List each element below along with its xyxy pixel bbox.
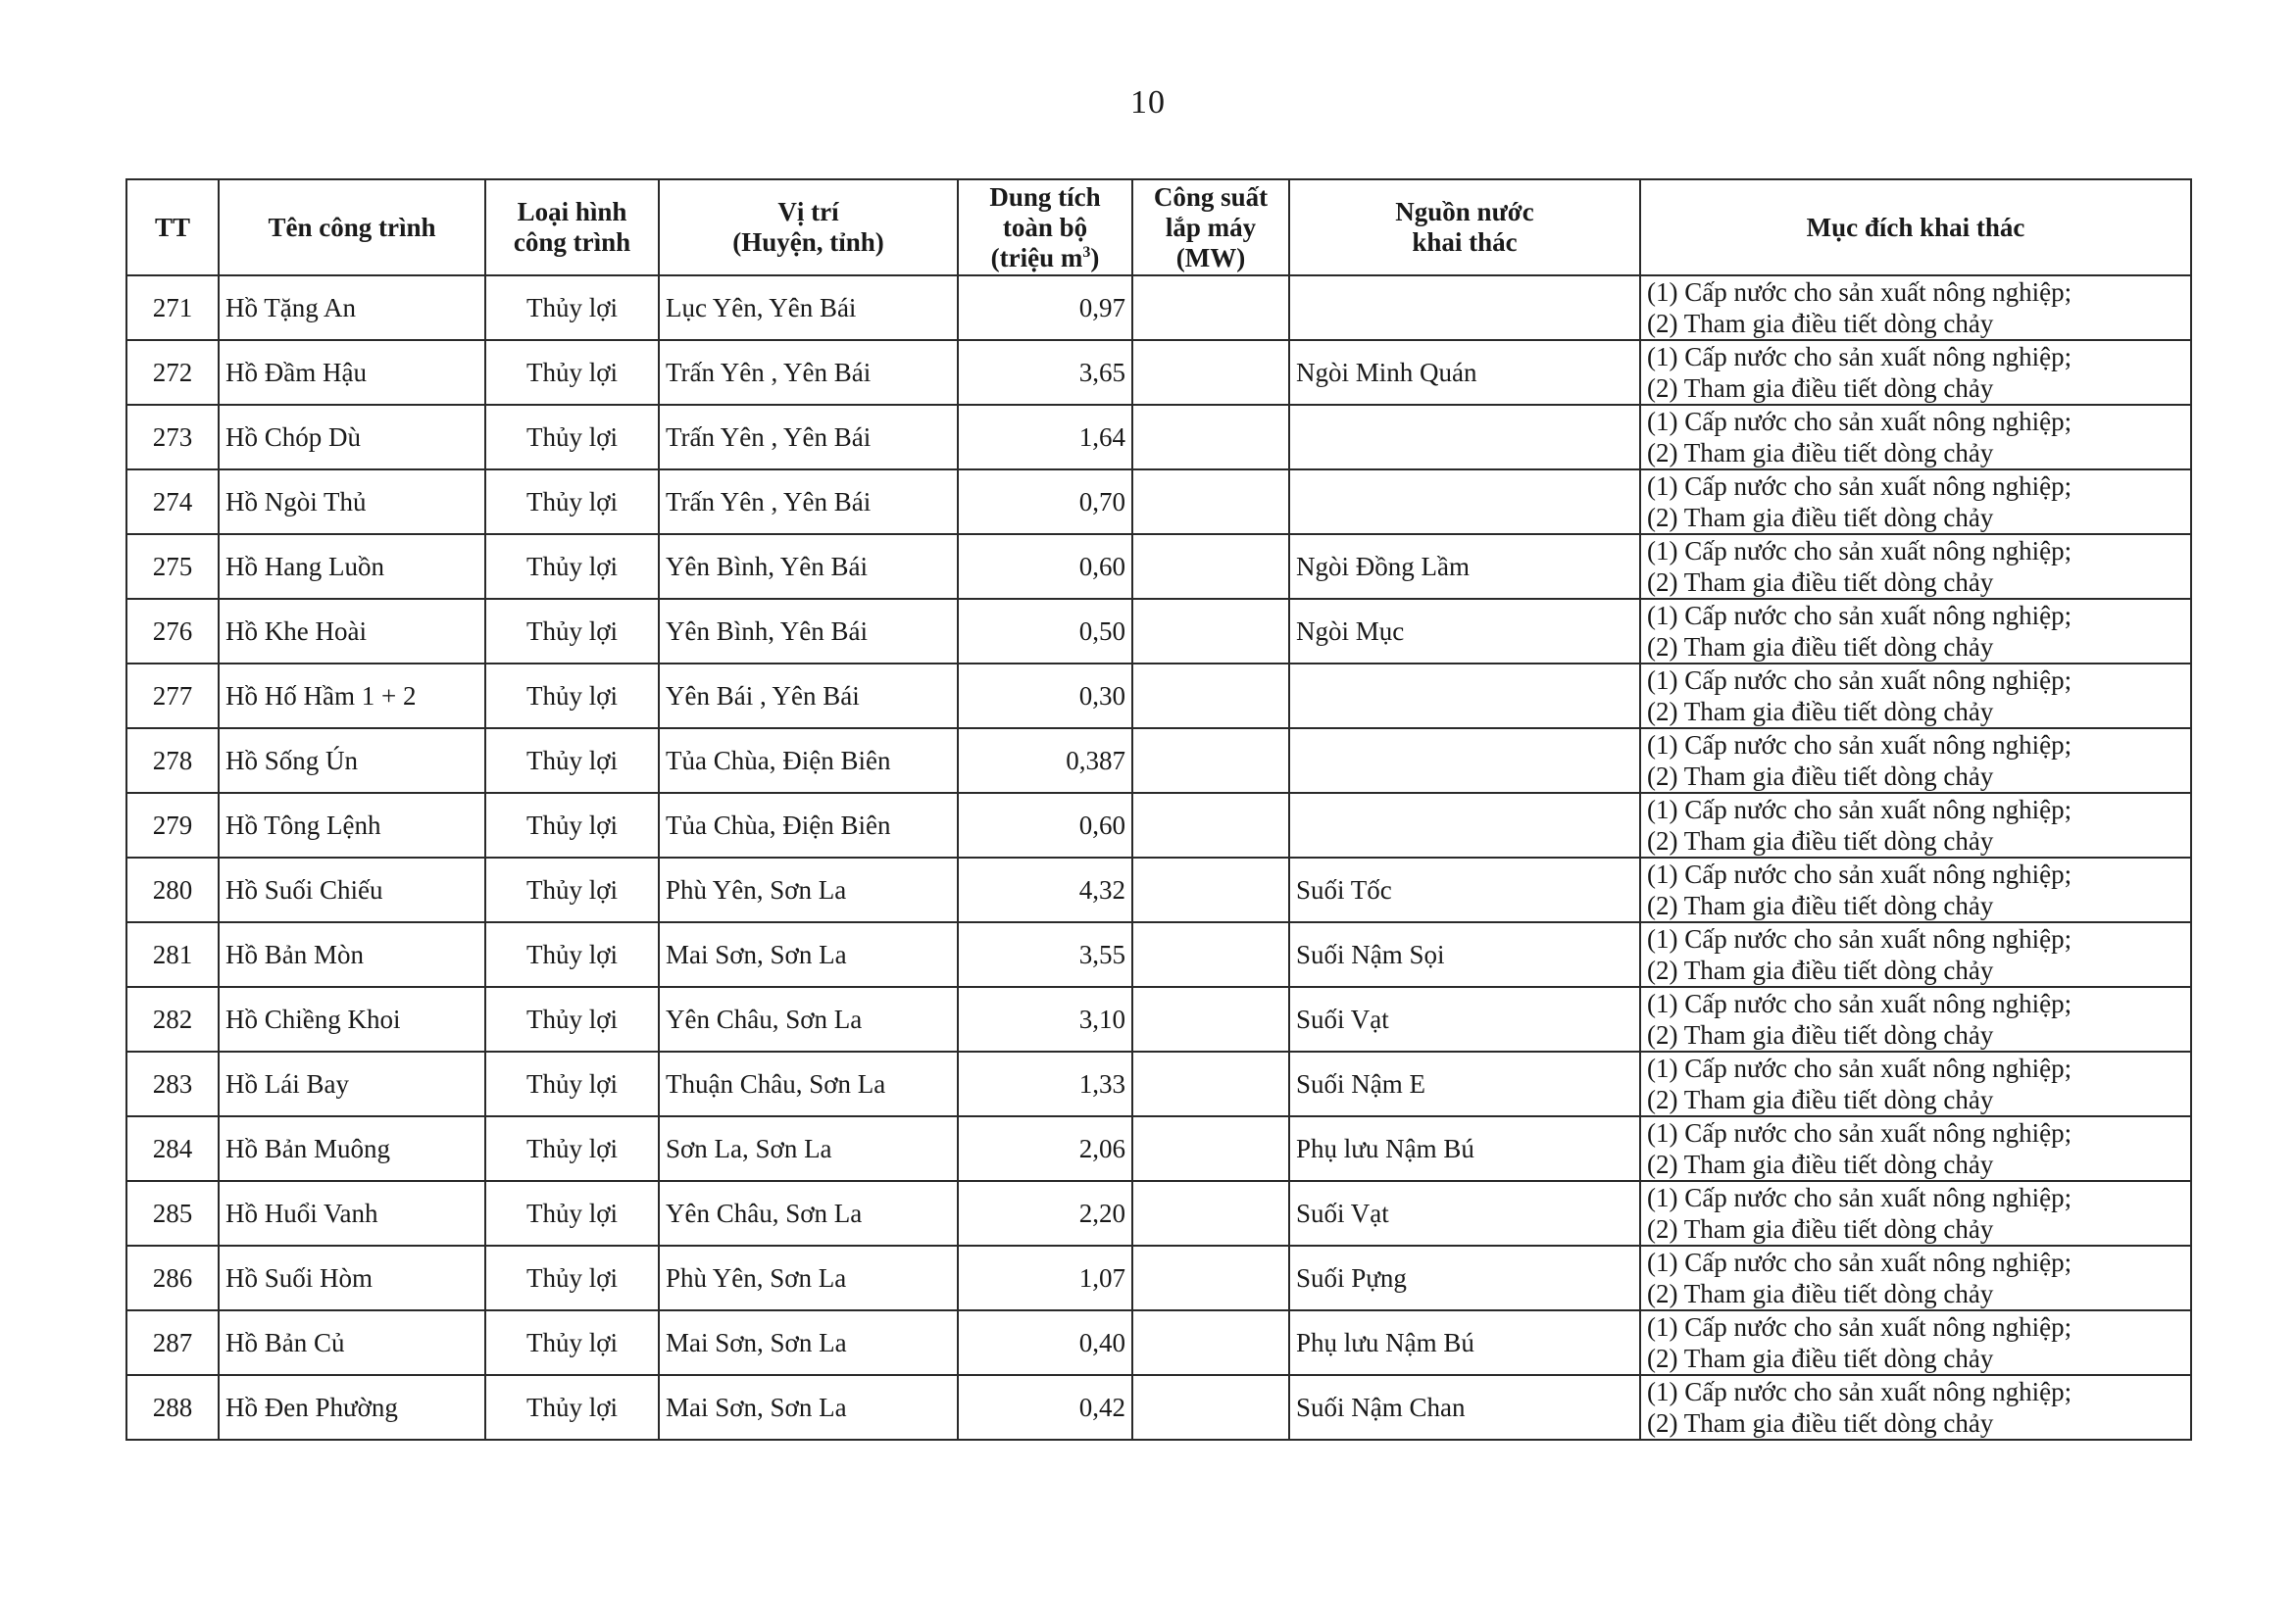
cell-total-capacity: 0,60	[958, 534, 1132, 599]
cell-work-name: Hồ Tông Lệnh	[219, 793, 485, 858]
cell-location: Phù Yên, Sơn La	[659, 1246, 958, 1310]
cell-total-capacity: 4,32	[958, 858, 1132, 922]
table-row	[126, 1116, 2191, 1181]
cell-installed-power	[1132, 858, 1289, 922]
header-name: Tên công trình	[219, 179, 485, 275]
purpose-line: (1) Cấp nước cho sản xuất nông nghiệp;	[1647, 989, 2072, 1018]
cell-row-number: 286	[126, 1246, 219, 1310]
cell-work-type: Thủy lợi	[485, 1052, 659, 1116]
cell-location: Mai Sơn, Sơn La	[659, 922, 958, 987]
cell-installed-power	[1132, 599, 1289, 664]
cell-row-number: 287	[126, 1310, 219, 1375]
cell-work-type: Thủy lợi	[485, 1246, 659, 1310]
cell-row-number: 273	[126, 405, 219, 469]
purpose-line: (1) Cấp nước cho sản xuất nông nghiệp;	[1647, 342, 2072, 371]
cell-installed-power	[1132, 1116, 1289, 1181]
table-row	[126, 1246, 2191, 1310]
purpose-line: (1) Cấp nước cho sản xuất nông nghiệp;	[1647, 1054, 2072, 1083]
cell-work-type: Thủy lợi	[485, 793, 659, 858]
purpose-line: (1) Cấp nước cho sản xuất nông nghiệp;	[1647, 471, 2072, 501]
cell-purpose	[1640, 1310, 2191, 1375]
purpose-line: (2) Tham gia điều tiết dòng chảy	[1647, 1279, 1994, 1308]
purpose-line: (1) Cấp nước cho sản xuất nông nghiệp;	[1647, 601, 2072, 630]
cell-purpose	[1640, 599, 2191, 664]
cell-installed-power	[1132, 1246, 1289, 1310]
cell-purpose	[1640, 1246, 2191, 1310]
cell-location: Lục Yên, Yên Bái	[659, 275, 958, 340]
cell-row-number: 279	[126, 793, 219, 858]
purpose-line: (2) Tham gia điều tiết dòng chảy	[1647, 697, 1994, 726]
table-row	[126, 793, 2191, 858]
purpose-line: (1) Cấp nước cho sản xuất nông nghiệp;	[1647, 1183, 2072, 1212]
cell-row-number: 280	[126, 858, 219, 922]
header-tt: TT	[126, 179, 219, 275]
cell-work-name: Hồ Ngòi Thủ	[219, 469, 485, 534]
table-body	[126, 275, 2191, 1440]
cell-purpose	[1640, 1052, 2191, 1116]
cell-total-capacity: 0,40	[958, 1310, 1132, 1375]
cell-installed-power	[1132, 1181, 1289, 1246]
cell-installed-power	[1132, 340, 1289, 405]
header-power: Công suất lắp máy (MW)	[1132, 179, 1289, 275]
cell-purpose	[1640, 1375, 2191, 1440]
cell-row-number: 277	[126, 664, 219, 728]
cell-water-source	[1289, 728, 1640, 793]
cell-total-capacity: 2,06	[958, 1116, 1132, 1181]
cell-water-source: Phụ lưu Nậm Bú	[1289, 1310, 1640, 1375]
cell-work-type: Thủy lợi	[485, 728, 659, 793]
cell-work-type: Thủy lợi	[485, 1116, 659, 1181]
cell-location: Yên Bình, Yên Bái	[659, 599, 958, 664]
cell-location: Thuận Châu, Sơn La	[659, 1052, 958, 1116]
purpose-line: (2) Tham gia điều tiết dòng chảy	[1647, 438, 1994, 467]
cell-location: Trấn Yên , Yên Bái	[659, 405, 958, 469]
table-row	[126, 1052, 2191, 1116]
cell-location: Mai Sơn, Sơn La	[659, 1375, 958, 1440]
cell-location: Sơn La, Sơn La	[659, 1116, 958, 1181]
header-location: Vị trí (Huyện, tỉnh)	[659, 179, 958, 275]
purpose-line: (2) Tham gia điều tiết dòng chảy	[1647, 1408, 1994, 1438]
cell-purpose	[1640, 275, 2191, 340]
table-row	[126, 987, 2191, 1052]
cell-work-name: Hồ Hố Hầm 1 + 2	[219, 664, 485, 728]
cell-water-source: Suối Vạt	[1289, 987, 1640, 1052]
header-capacity: Dung tích toàn bộ (triệu $m^3$)	[958, 179, 1132, 275]
cell-work-type: Thủy lợi	[485, 987, 659, 1052]
cell-water-source: Phụ lưu Nậm Bú	[1289, 1116, 1640, 1181]
table-row	[126, 1310, 2191, 1375]
cell-water-source: Suối Nậm Chan	[1289, 1375, 1640, 1440]
cell-work-name: Hồ Sống Ún	[219, 728, 485, 793]
cell-water-source	[1289, 275, 1640, 340]
cell-purpose	[1640, 728, 2191, 793]
cell-total-capacity: 0,70	[958, 469, 1132, 534]
cell-work-type: Thủy lợi	[485, 534, 659, 599]
cell-work-name: Hồ Bản Mòn	[219, 922, 485, 987]
cell-work-type: Thủy lợi	[485, 1181, 659, 1246]
cell-row-number: 271	[126, 275, 219, 340]
cell-row-number: 285	[126, 1181, 219, 1246]
cell-location: Yên Châu, Sơn La	[659, 1181, 958, 1246]
cell-location: Phù Yên, Sơn La	[659, 858, 958, 922]
purpose-line: (1) Cấp nước cho sản xuất nông nghiệp;	[1647, 1312, 2072, 1342]
cell-total-capacity: 1,07	[958, 1246, 1132, 1310]
cell-water-source: Ngòi Mục	[1289, 599, 1640, 664]
cell-work-type: Thủy lợi	[485, 340, 659, 405]
cell-installed-power	[1132, 922, 1289, 987]
cell-water-source: Suối Tốc	[1289, 858, 1640, 922]
table-row	[126, 728, 2191, 793]
cell-total-capacity: 0,50	[958, 599, 1132, 664]
purpose-line: (1) Cấp nước cho sản xuất nông nghiệp;	[1647, 407, 2072, 436]
cell-work-type: Thủy lợi	[485, 664, 659, 728]
cell-installed-power	[1132, 469, 1289, 534]
table-row	[126, 469, 2191, 534]
cell-total-capacity: 3,55	[958, 922, 1132, 987]
cell-purpose	[1640, 987, 2191, 1052]
cell-work-type: Thủy lợi	[485, 405, 659, 469]
purpose-line: (2) Tham gia điều tiết dòng chảy	[1647, 309, 1994, 338]
header-source: Nguồn nước khai thác	[1289, 179, 1640, 275]
table-row	[126, 340, 2191, 405]
reservoir-table	[125, 178, 2192, 1441]
cell-total-capacity: 0,42	[958, 1375, 1132, 1440]
header-type: Loại hình công trình	[485, 179, 659, 275]
table-row	[126, 922, 2191, 987]
cell-water-source: Suối Vạt	[1289, 1181, 1640, 1246]
cell-purpose	[1640, 793, 2191, 858]
cell-total-capacity: 1,33	[958, 1052, 1132, 1116]
cell-total-capacity: 1,64	[958, 405, 1132, 469]
table-header-row	[126, 179, 2191, 275]
purpose-line: (2) Tham gia điều tiết dòng chảy	[1647, 1344, 1994, 1373]
cell-row-number: 283	[126, 1052, 219, 1116]
cell-row-number: 276	[126, 599, 219, 664]
cell-work-type: Thủy lợi	[485, 599, 659, 664]
header-purpose: Mục đích khai thác	[1640, 179, 2191, 275]
table-row	[126, 275, 2191, 340]
cell-row-number: 282	[126, 987, 219, 1052]
cell-total-capacity: 2,20	[958, 1181, 1132, 1246]
cell-installed-power	[1132, 275, 1289, 340]
purpose-line: (1) Cấp nước cho sản xuất nông nghiệp;	[1647, 860, 2072, 889]
cell-row-number: 274	[126, 469, 219, 534]
cell-work-type: Thủy lợi	[485, 1310, 659, 1375]
cell-location: Trấn Yên , Yên Bái	[659, 340, 958, 405]
cell-work-type: Thủy lợi	[485, 922, 659, 987]
cell-row-number: 278	[126, 728, 219, 793]
cell-installed-power	[1132, 1310, 1289, 1375]
cell-purpose	[1640, 664, 2191, 728]
cell-total-capacity: 0,97	[958, 275, 1132, 340]
cell-purpose	[1640, 340, 2191, 405]
cell-work-name: Hồ Bản Muông	[219, 1116, 485, 1181]
cell-water-source	[1289, 405, 1640, 469]
cell-row-number: 272	[126, 340, 219, 405]
cell-location: Yên Bái , Yên Bái	[659, 664, 958, 728]
cell-total-capacity: 3,65	[958, 340, 1132, 405]
purpose-line: (2) Tham gia điều tiết dòng chảy	[1647, 373, 1994, 403]
cell-location: Yên Bình, Yên Bái	[659, 534, 958, 599]
purpose-line: (1) Cấp nước cho sản xuất nông nghiệp;	[1647, 1118, 2072, 1148]
cell-water-source	[1289, 469, 1640, 534]
cell-work-name: Hồ Lái Bay	[219, 1052, 485, 1116]
cell-water-source: Suối Pựng	[1289, 1246, 1640, 1310]
cell-total-capacity: 3,10	[958, 987, 1132, 1052]
cell-location: Yên Châu, Sơn La	[659, 987, 958, 1052]
cell-installed-power	[1132, 534, 1289, 599]
cell-water-source	[1289, 664, 1640, 728]
cell-purpose	[1640, 405, 2191, 469]
cell-work-name: Hồ Khe Hoài	[219, 599, 485, 664]
cell-work-type: Thủy lợi	[485, 469, 659, 534]
cell-work-type: Thủy lợi	[485, 858, 659, 922]
cell-location: Tủa Chùa, Điện Biên	[659, 728, 958, 793]
purpose-line: (2) Tham gia điều tiết dòng chảy	[1647, 1214, 1994, 1244]
purpose-line: (2) Tham gia điều tiết dòng chảy	[1647, 567, 1994, 597]
cell-work-name: Hồ Đầm Hậu	[219, 340, 485, 405]
cell-water-source: Suối Nậm Sọi	[1289, 922, 1640, 987]
cell-installed-power	[1132, 1052, 1289, 1116]
cell-purpose	[1640, 534, 2191, 599]
table-row	[126, 1181, 2191, 1246]
cell-purpose	[1640, 1116, 2191, 1181]
purpose-line: (2) Tham gia điều tiết dòng chảy	[1647, 891, 1994, 920]
cell-row-number: 275	[126, 534, 219, 599]
purpose-line: (1) Cấp nước cho sản xuất nông nghiệp;	[1647, 795, 2072, 824]
table-row	[126, 1375, 2191, 1440]
cell-installed-power	[1132, 1375, 1289, 1440]
purpose-line: (2) Tham gia điều tiết dòng chảy	[1647, 632, 1994, 662]
purpose-line: (1) Cấp nước cho sản xuất nông nghiệp;	[1647, 1248, 2072, 1277]
purpose-line: (1) Cấp nước cho sản xuất nông nghiệp;	[1647, 730, 2072, 760]
purpose-line: (2) Tham gia điều tiết dòng chảy	[1647, 1020, 1994, 1050]
cell-work-name: Hồ Suối Hòm	[219, 1246, 485, 1310]
cell-row-number: 284	[126, 1116, 219, 1181]
cell-installed-power	[1132, 728, 1289, 793]
purpose-line: (1) Cấp nước cho sản xuất nông nghiệp;	[1647, 924, 2072, 954]
cell-row-number: 281	[126, 922, 219, 987]
cell-total-capacity: 0,387	[958, 728, 1132, 793]
cell-installed-power	[1132, 405, 1289, 469]
table-row	[126, 858, 2191, 922]
cell-work-name: Hồ Bản Củ	[219, 1310, 485, 1375]
table-row	[126, 599, 2191, 664]
cell-total-capacity: 0,60	[958, 793, 1132, 858]
cell-water-source	[1289, 793, 1640, 858]
cell-water-source: Ngòi Minh Quán	[1289, 340, 1640, 405]
table-row	[126, 534, 2191, 599]
cell-water-source: Suối Nậm E	[1289, 1052, 1640, 1116]
cell-work-type: Thủy lợi	[485, 275, 659, 340]
cell-purpose	[1640, 922, 2191, 987]
purpose-line: (1) Cấp nước cho sản xuất nông nghiệp;	[1647, 277, 2072, 307]
purpose-line: (1) Cấp nước cho sản xuất nông nghiệp;	[1647, 536, 2072, 566]
cell-work-name: Hồ Chóp Dù	[219, 405, 485, 469]
cell-purpose	[1640, 1181, 2191, 1246]
purpose-line: (2) Tham gia điều tiết dòng chảy	[1647, 762, 1994, 791]
purpose-line: (2) Tham gia điều tiết dòng chảy	[1647, 826, 1994, 856]
cell-location: Trấn Yên , Yên Bái	[659, 469, 958, 534]
cell-work-name: Hồ Hang Luồn	[219, 534, 485, 599]
cell-installed-power	[1132, 793, 1289, 858]
cell-location: Tủa Chùa, Điện Biên	[659, 793, 958, 858]
page-number: 10	[1130, 84, 1166, 121]
cell-work-name: Hồ Huổi Vanh	[219, 1181, 485, 1246]
purpose-line: (2) Tham gia điều tiết dòng chảy	[1647, 503, 1994, 532]
cell-work-name: Hồ Suối Chiếu	[219, 858, 485, 922]
purpose-line: (2) Tham gia điều tiết dòng chảy	[1647, 956, 1994, 985]
table-row	[126, 664, 2191, 728]
cell-work-name: Hồ Chiềng Khoi	[219, 987, 485, 1052]
cell-purpose	[1640, 469, 2191, 534]
cell-work-name: Hồ Tặng An	[219, 275, 485, 340]
table-row	[126, 405, 2191, 469]
purpose-line: (1) Cấp nước cho sản xuất nông nghiệp;	[1647, 665, 2072, 695]
cell-work-type: Thủy lợi	[485, 1375, 659, 1440]
cell-total-capacity: 0,30	[958, 664, 1132, 728]
cell-installed-power	[1132, 987, 1289, 1052]
cell-purpose	[1640, 858, 2191, 922]
cell-water-source: Ngòi Đồng Lầm	[1289, 534, 1640, 599]
purpose-line: (1) Cấp nước cho sản xuất nông nghiệp;	[1647, 1377, 2072, 1406]
purpose-line: (2) Tham gia điều tiết dòng chảy	[1647, 1085, 1994, 1114]
cell-row-number: 288	[126, 1375, 219, 1440]
cell-location: Mai Sơn, Sơn La	[659, 1310, 958, 1375]
purpose-line: (2) Tham gia điều tiết dòng chảy	[1647, 1150, 1994, 1179]
cell-work-name: Hồ Đen Phường	[219, 1375, 485, 1440]
cell-installed-power	[1132, 664, 1289, 728]
